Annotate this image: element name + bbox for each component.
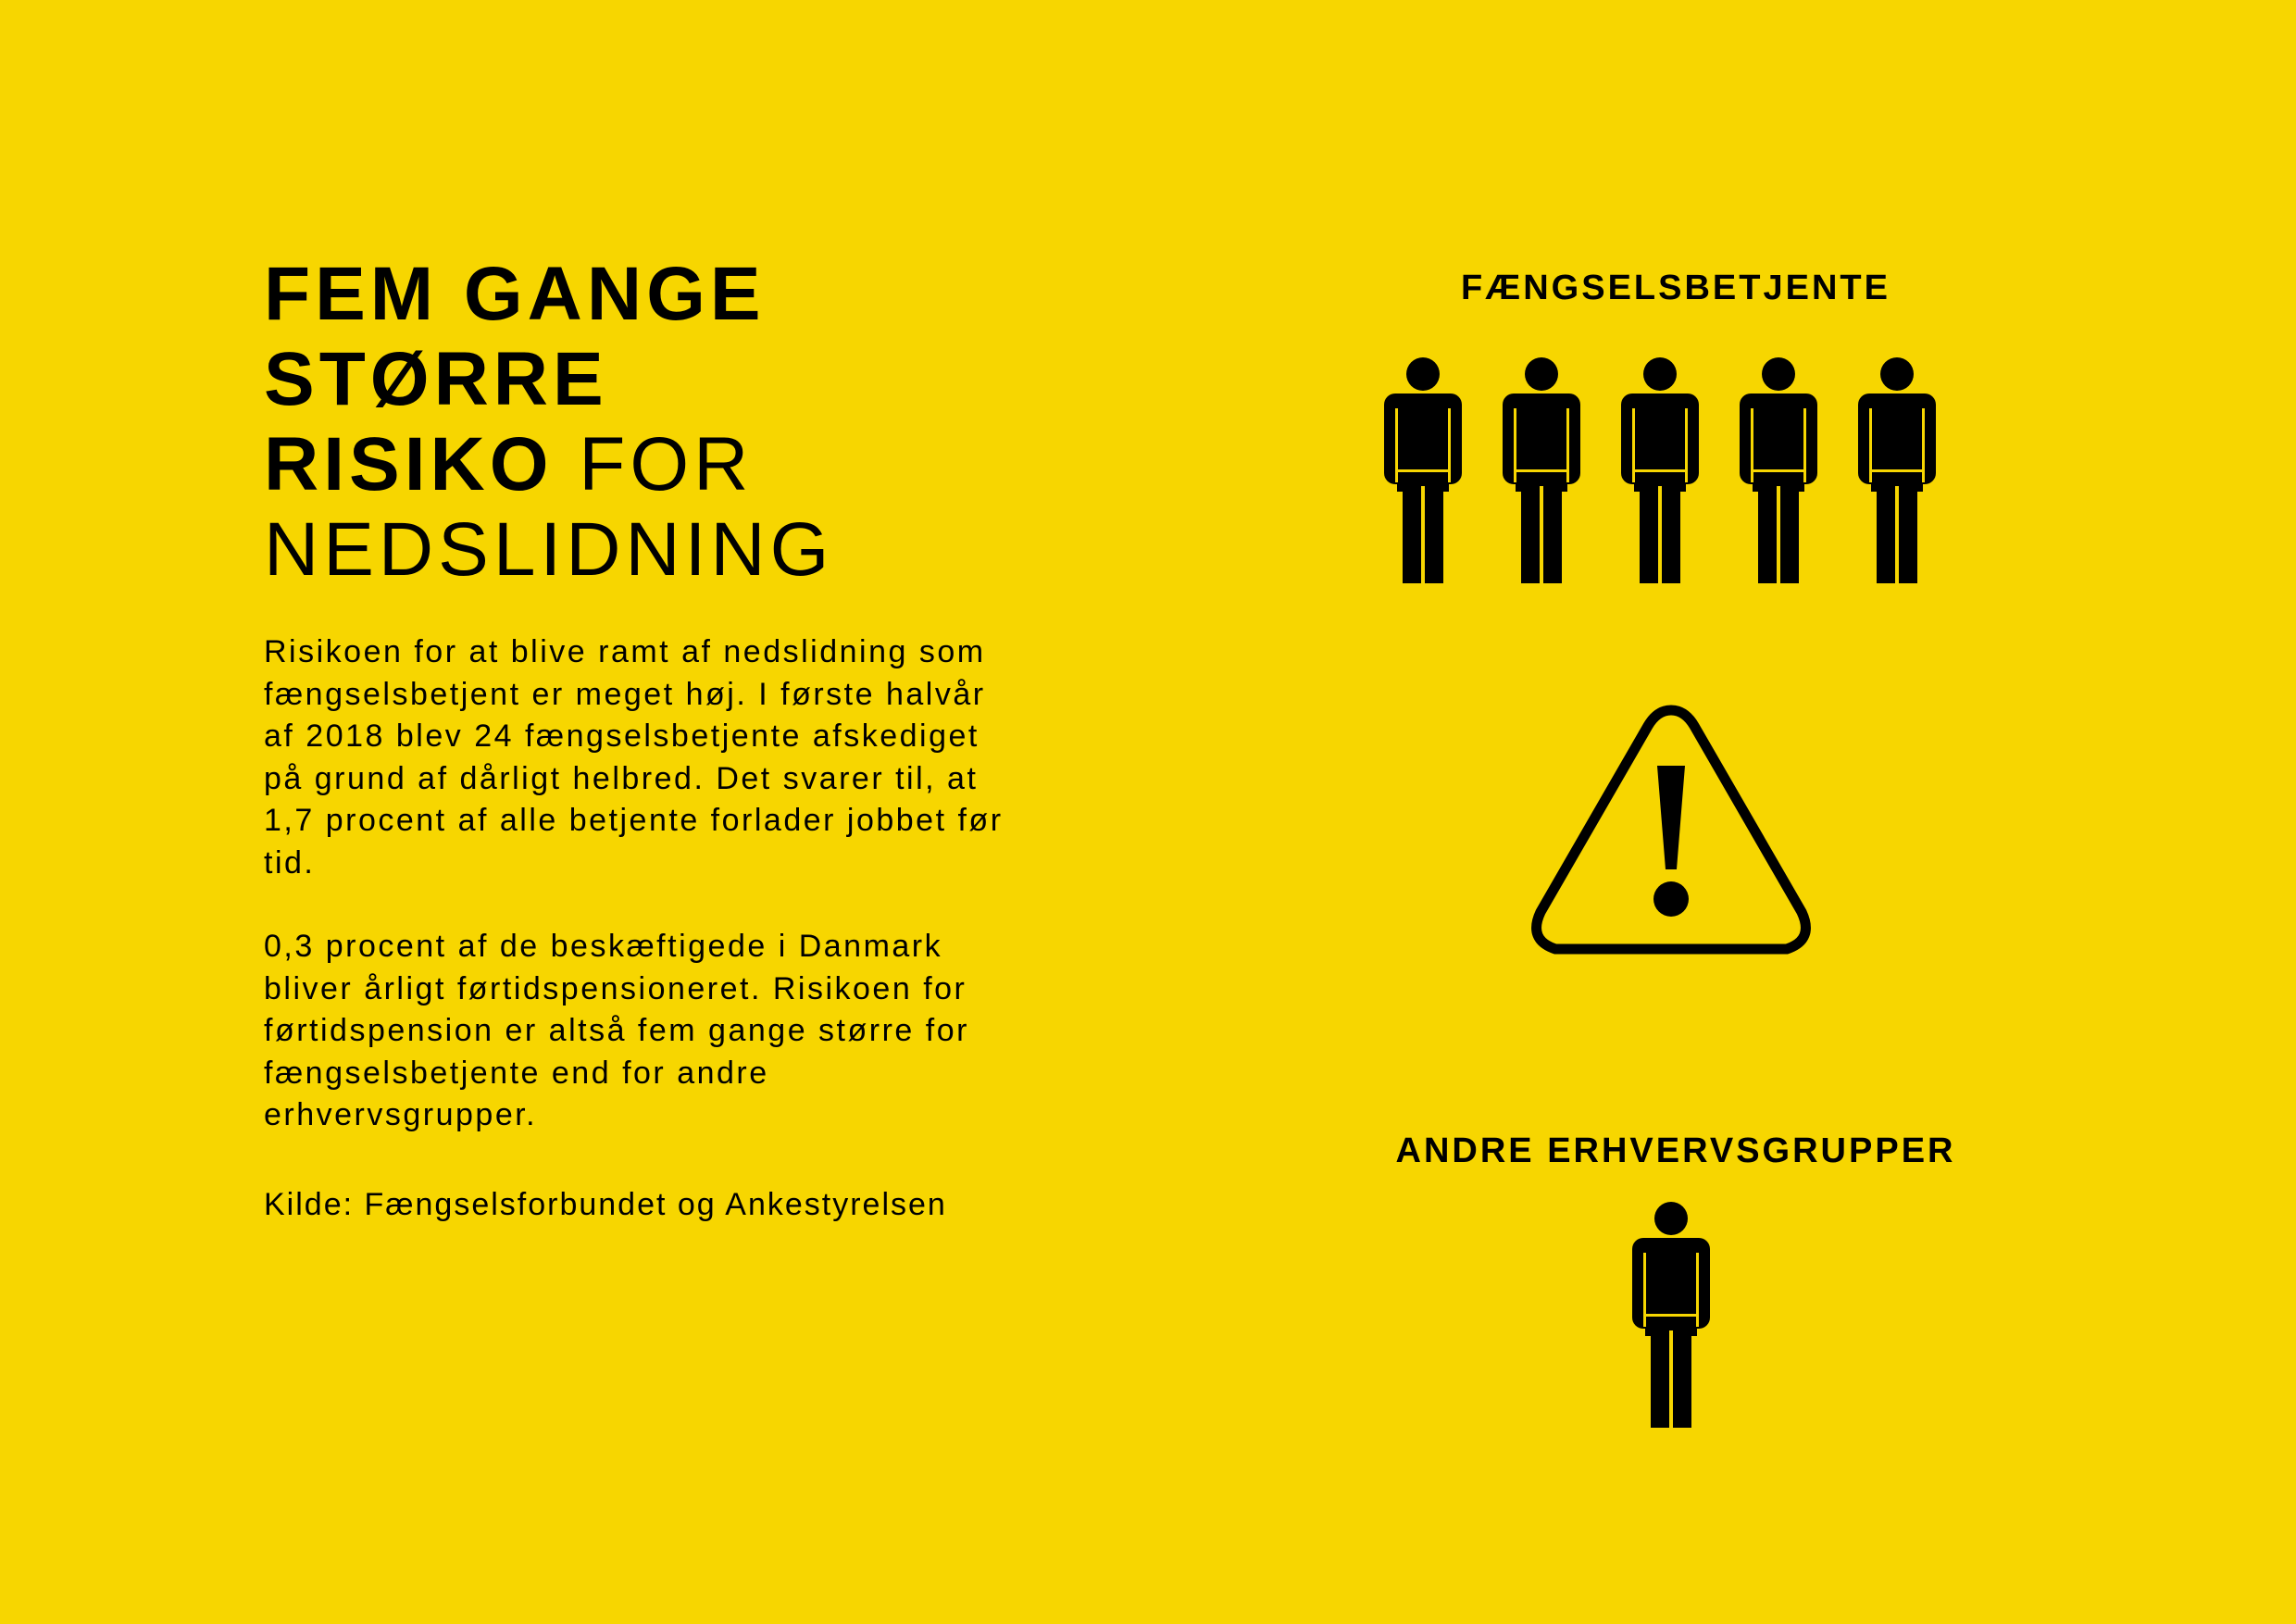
person-icon: [1632, 1201, 1710, 1428]
person-icon: [1858, 356, 1936, 583]
headline-line-3: RISIKO FOR: [264, 422, 754, 506]
body-text: [264, 631, 1023, 1179]
person-icon: [1740, 356, 1817, 583]
headline-line-1: FEM GANGE: [264, 252, 766, 336]
headline: [264, 252, 833, 593]
group-label-prison-officers: FÆNGSELSBETJENTE: [1461, 269, 1890, 307]
headline-line-2: STØRRE: [264, 337, 608, 421]
group-label-other-occupations: ANDRE ERHVERVSGRUPPER: [1395, 1131, 1956, 1170]
body-paragraph-2: 0,3 procent af de beskæftigede i Danmark bliver årligt førtidspensioneret. Risikoen for førtidspension er altså fem gange større for fængselsbetjente end for andre erhvervsgrupper.: [264, 929, 969, 1132]
body-paragraph-1: Risikoen for at blive ramt af nedslidning som fængselsbetjent er meget høj. I første halvår af 2018 blev 24 fængselsbetjente afskediget på grund af dårligt helbred. Det svarer til, at 1,7 procent af alle betjente forlader jobbet før tid.: [264, 634, 1004, 881]
headline-line-4: NEDSLIDNING: [264, 507, 834, 592]
person-icon: [1621, 356, 1699, 583]
other-occupations-icons: [1632, 1201, 1710, 1428]
person-icon: [1503, 356, 1580, 583]
source-note: Kilde: Fængselsforbundet og Ankestyrelsen: [264, 1187, 947, 1222]
person-icon: [1384, 356, 1462, 583]
prison-officers-icons: [1384, 356, 1936, 583]
warning-icon: [1528, 701, 1815, 965]
